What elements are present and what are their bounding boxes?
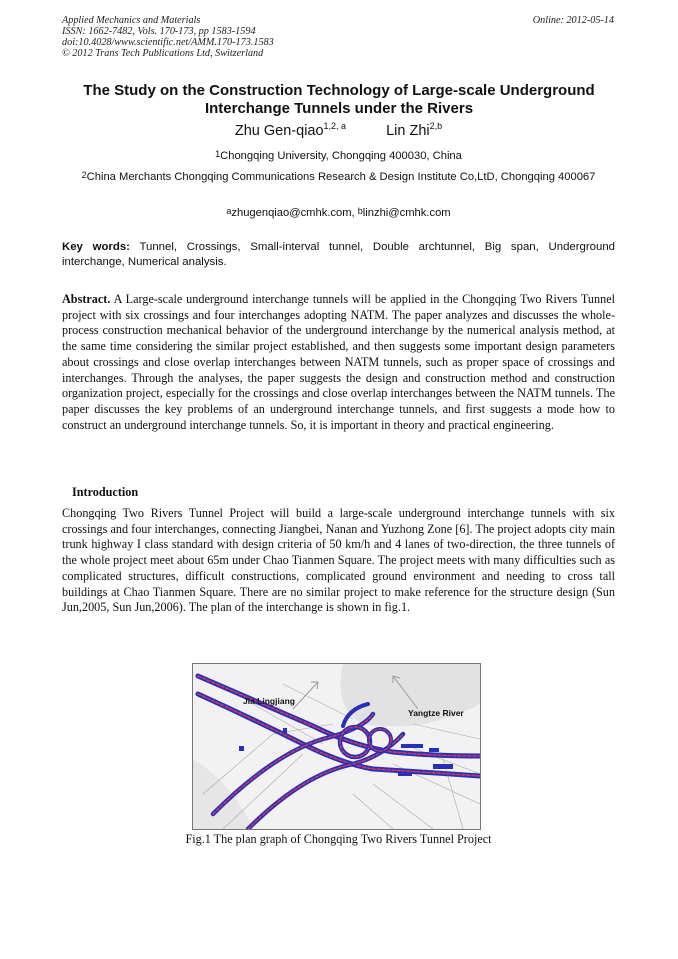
online-date: Online: 2012-05-14 [532, 15, 614, 26]
affiliation-2: $^2$China Merchants Chongqing Communications Research & Design Institute Co,LtD, Chongqing 400067 [81, 170, 596, 183]
keywords-text: Tunnel, Crossings, Small-interval tunnel, Double archtunnel, Big span, Underground interchange, Numerical analysis. [62, 241, 615, 268]
keywords-label: Key words: [62, 241, 130, 253]
section-heading-introduction: Introduction [72, 485, 139, 499]
author-name: Zhu Gen-qiao [234, 123, 324, 139]
figure-caption: Fig.1 The plan graph of Chongqing Two Rivers Tunnel Project [185, 832, 492, 846]
abstract-text: A Large-scale underground interchange tunnels will be applied in the Chongqing Two Rivers Tunnel project with six crossings and four interchanges adopting NATM. The paper analyzes and discusses the whole-process construction mechanical behavior of the underground interchange by the numerical analysis method, at the same time considering the similar project established, and then suggests some important design parameters about crossings and close overlap interchanges between NATM tunnels, such as proper space of crossings and interchanges. Through the analyses, the paper suggests the design and construction method and construction organization project, especially for the crossings and close overlap interchanges between the NATM tunnels. The paper discusses the key problems of an underground interchange tunnels, and first suggests a mode how to construct an underground interchange tunnels. So, it is important in theory and practical engineering. [62, 292, 615, 432]
label-jia-lingjiang: Jia Lingjiang [243, 696, 295, 706]
interchange-map [193, 664, 480, 829]
email-line: $^a$zhugenqiao@cmhk.com, $^b$linzhi@cmhk.com [226, 206, 451, 219]
affiliation-1: $^1$Chongqing University, Chongqing 400030, China [215, 149, 462, 162]
author-line [62, 123, 615, 139]
keywords [62, 240, 615, 269]
copyright-line: © 2012 Trans Tech Publications Ltd, Switzerland [62, 48, 264, 59]
journal-name: Applied Mechanics and Materials [62, 15, 201, 26]
introduction-text: Chongqing Two Rivers Tunnel Project will build a large-scale underground interchange tunnels with six crossings and four interchanges, connecting Jiangbei, Nanan and Yuzhong Zone [6]. The project adopts city main trunk highway I class standard with design criteria of 50 km/h and 4 lanes of two-direction, the three tunnels of the whole project meet about 65m under Chao Tianmen Square. The project meets with many difficulties such as complicated structures, difficult constructions, complicated ground environment and needing to cross tall buildings at Chao Tianmen Square. There are no similar project to make reference for the structure design (Sun Jun,2005, Sun Jun,2006). The plan of the interchange is shown in fig.1. [62, 506, 615, 615]
author-superscript: 1,2, a [323, 121, 347, 131]
issn-line: ISSN: 1662-7482, Vols. 170-173, pp 1583-1594 [62, 26, 256, 37]
abstract [62, 292, 615, 433]
interchange-plan-figure [192, 663, 481, 830]
paper-title: The Study on the Construction Technology of Large-scale Underground Interchange Tunnels under the Rivers [83, 82, 595, 117]
author-name: Lin Zhi [386, 123, 430, 139]
doi-line: doi:10.4028/www.scientific.net/AMM.170-173.1583 [62, 37, 274, 48]
label-yangtze-river: Yangtze River [408, 708, 464, 718]
abstract-label: Abstract. [62, 292, 111, 306]
author-superscript: 2,b [429, 121, 443, 131]
journal-header [62, 15, 274, 59]
